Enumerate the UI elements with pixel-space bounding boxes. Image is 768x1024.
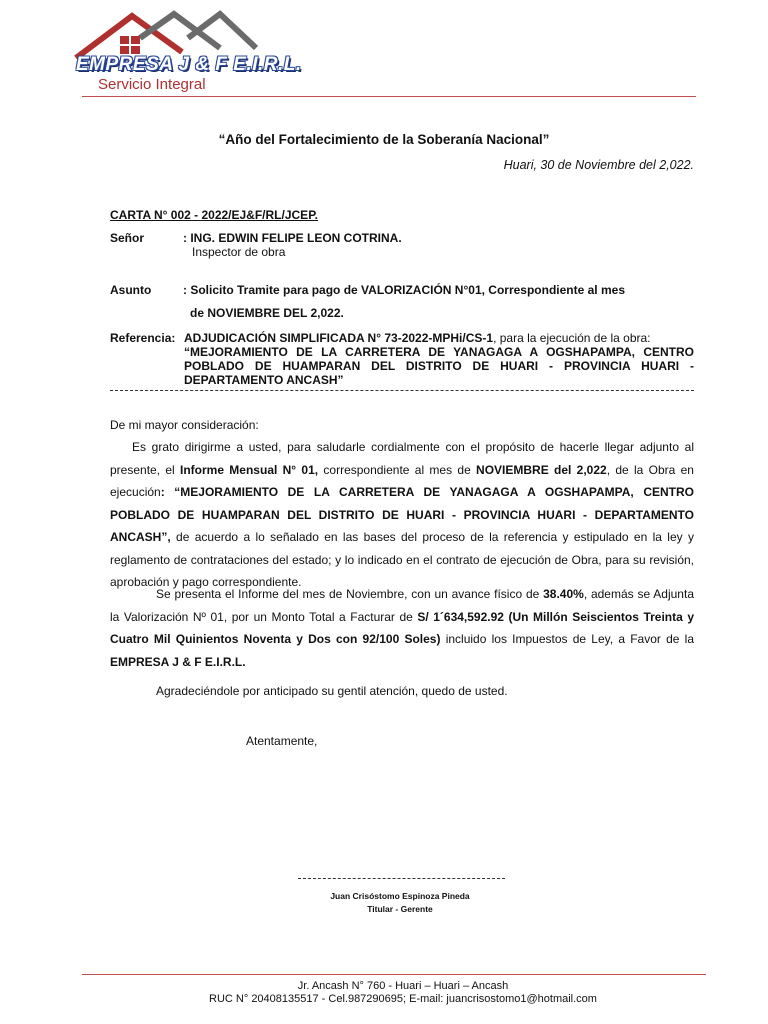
closing-line: Agradeciéndole por anticipado su gentil atención, quedo de usted. [156,684,508,698]
subject-label: Asunto [110,283,152,297]
reference-body [184,331,694,387]
p1-month: NOVIEMBRE del 2,022 [476,462,607,477]
company-logo [70,8,302,96]
section-divider [110,390,694,391]
p2-progress: 38.40% [543,587,584,601]
greeting: De mi mayor consideración: [110,418,259,432]
subject-line-2: de NOVIEMBRE DEL 2,022. [190,306,344,320]
reference-project: “MEJORAMIENTO DE LA CARRETERA DE YANAGAGA A OGSHAPAMPA, CENTRO POBLADO DE HUAMPARAN DEL DISTRITO DE HUARI - PROVINCIA HUARI - DEPARTAMENTO ANCASH” [184,345,694,387]
farewell: Atentamente, [246,734,318,748]
p2-text-c: , además se Adjunta la Valorización Nº 01, por un Monto Total a Facturar de [110,587,694,624]
logo-tagline: Servicio Integral [98,76,206,93]
letter-number: CARTA N° 002 - 2022/EJ&F/RL/JCEP. [110,208,318,222]
subject-line-1: : Solicito Tramite para pago de VALORIZACIÓN N°01, Correspondiente al mes [183,283,625,297]
p2-text-e: incluido los Impuestos de Ley, a Favor de la [440,632,695,646]
year-motto: “Año del Fortalecimiento de la Soberanía Nacional” [218,132,550,147]
p2-company: EMPRESA J & F E.I.R.L. [110,654,246,669]
footer-address: Jr. Ancash N° 760 - Huari – Huari – Ancash [297,980,509,992]
p2-amount: S/ 1´634,592.92 (Un Millón Seiscientos Treinta y Cuatro Mil Quinientos Noventa y Dos con 92/100 Soles) [110,609,695,646]
recipient-label: Señor [110,231,145,245]
p1-text-e: , de la Obra en ejecución [110,462,694,499]
letter-date: Huari, 30 de Noviembre del 2,022. [503,158,694,172]
reference-procurement: ADJUDICACIÓN SIMPLIFICADA N° 73-2022-MPHi/CS-1 [184,331,494,345]
recipient-role: Inspector de obra [192,245,286,259]
p1-project: : “MEJORAMIENTO DE LA CARRETERA DE YANAGAGA A OGSHAPAMPA, CENTRO POBLADO DE HUAMPARAN DEL DISTRITO DE HUARI - PROVINCIA HUARI - DEPARTAMENTO ANCASH”, [110,485,694,544]
paragraph-2 [110,583,694,673]
signer-name: Juan Crisóstomo Espinoza Pineda [330,891,470,901]
header-rule [82,96,696,97]
recipient-name: : ING. EDWIN FELIPE LEON COTRINA. [183,231,402,245]
p1-text-a: Es grato dirigirme a usted, para saludarle cordialmente con el propósito de hacerle llegar adjunto al presente, el [110,440,694,477]
signer-title: Titular - Gerente [367,904,433,914]
paragraph-1 [110,436,694,594]
reference-label: Referencia: [110,331,176,345]
p1-report: Informe Mensual N° 01, [180,462,319,477]
p1-text-g: de acuerdo a lo señalado en las bases del proceso de la referencia y estipulado en la ley y reglamento de contrataciones del estado; y lo indicado en el contrato de ejecución de Obra, para su revisión, aprobación y pago correspondiente. [110,530,694,589]
reference-intro: , para la ejecución de la obra: [493,331,651,345]
footer-rule [82,974,706,975]
footer-contact: RUC N° 20408135517 - Cel.987290695; E-mail: juancrisostomo1@hotmail.com [209,993,597,1005]
p2-text-a: Se presenta el Informe del mes de Noviembre, con un avance físico de [156,587,544,601]
signature-line [298,878,505,879]
logo-company-name: EMPRESA J & F E.I.R.L. [76,54,302,75]
p1-text-c: correspondiente al mes de [318,462,477,477]
